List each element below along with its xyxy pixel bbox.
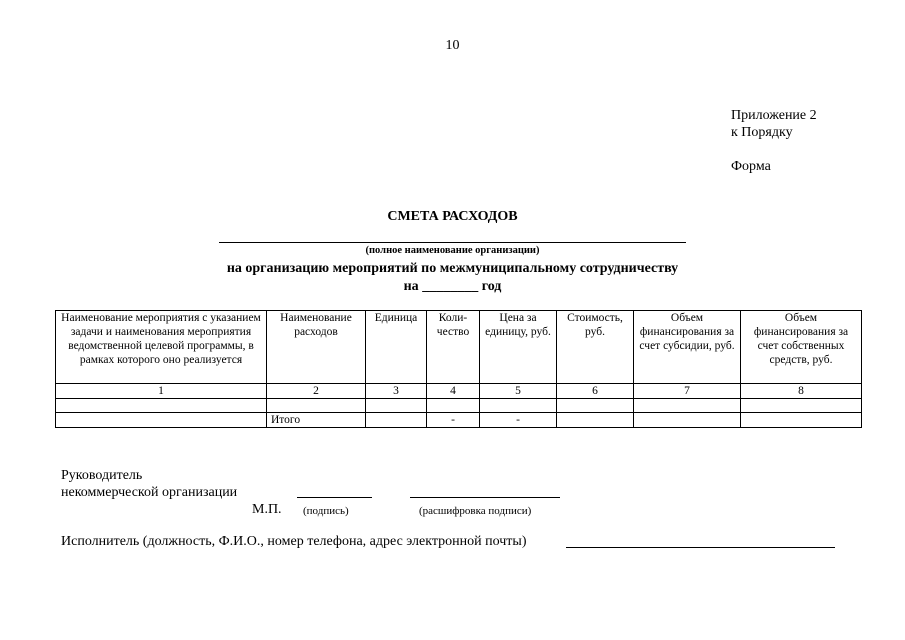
executor-label: Исполнитель (должность, Ф.И.О., номер телефона, адрес электронной почты) xyxy=(61,534,527,549)
column-number: 1 xyxy=(56,384,267,399)
page-number: 10 xyxy=(445,38,460,53)
table-cell[interactable] xyxy=(480,399,557,413)
column-number: 3 xyxy=(366,384,427,399)
head-organization: некоммерческой организации xyxy=(61,485,238,500)
table-row xyxy=(56,399,862,413)
year-prefix: на xyxy=(403,279,419,294)
total-row xyxy=(56,413,862,428)
signature-line xyxy=(297,497,372,498)
table-cell[interactable] xyxy=(741,399,862,413)
header-event-name: Наименование мероприятия с указанием задачи и наименования мероприятия ведомственной целевой программы, в рамках которого оно реализуется xyxy=(56,311,267,384)
head-role xyxy=(61,467,237,501)
column-number: 7 xyxy=(634,384,741,399)
header-unit: Единица xyxy=(366,311,427,384)
total-cost-cell xyxy=(557,413,634,428)
decode-caption: (расшифровка подписи) xyxy=(419,505,532,517)
header-quantity: Коли-чество xyxy=(427,311,480,384)
table-cell[interactable] xyxy=(56,399,267,413)
total-unit-cell xyxy=(366,413,427,428)
organization-caption: (полное наименование организации) xyxy=(365,245,540,256)
total-subsidy-cell xyxy=(634,413,741,428)
appendix-reference: к Порядку xyxy=(731,125,793,140)
organization-name-line xyxy=(219,242,686,243)
total-quantity-dash: - xyxy=(427,413,480,428)
header-expense-name: Наименование расходов xyxy=(267,311,366,384)
column-number-row xyxy=(56,384,862,399)
column-number: 2 xyxy=(267,384,366,399)
column-number: 4 xyxy=(427,384,480,399)
header-own-funding: Объем финансирования за счет собственных средств, руб. xyxy=(741,311,862,384)
expense-table xyxy=(55,310,862,428)
executor-line xyxy=(566,547,835,548)
header-subsidy-funding: Объем финансирования за счет субсидии, руб. xyxy=(634,311,741,384)
year-line xyxy=(0,279,905,295)
document-purpose: на организацию мероприятий по межмуниципальному сотрудничеству xyxy=(226,261,679,276)
table-cell[interactable] xyxy=(427,399,480,413)
table-cell xyxy=(56,413,267,428)
document-title: СМЕТА РАСХОДОВ xyxy=(387,209,518,224)
column-number: 5 xyxy=(480,384,557,399)
total-price-dash: - xyxy=(480,413,557,428)
table-cell[interactable] xyxy=(267,399,366,413)
table-cell[interactable] xyxy=(557,399,634,413)
table-cell[interactable] xyxy=(366,399,427,413)
year-blank: ________ xyxy=(422,279,479,294)
form-label: Форма xyxy=(731,159,771,174)
column-number: 8 xyxy=(741,384,862,399)
signature-decode-line xyxy=(410,497,560,498)
header-cost: Стоимость, руб. xyxy=(557,311,634,384)
appendix-block xyxy=(731,107,817,141)
table-header-row xyxy=(56,311,862,384)
year-suffix: год xyxy=(481,279,502,294)
signature-caption: (подпись) xyxy=(303,505,349,517)
column-number: 6 xyxy=(557,384,634,399)
table-cell[interactable] xyxy=(634,399,741,413)
total-own-cell xyxy=(741,413,862,428)
head-title: Руководитель xyxy=(61,468,143,483)
total-label: Итого xyxy=(267,413,366,428)
appendix-title: Приложение 2 xyxy=(731,108,817,123)
header-unit-price: Цена за единицу, руб. xyxy=(480,311,557,384)
seal-mark: М.П. xyxy=(252,502,282,517)
